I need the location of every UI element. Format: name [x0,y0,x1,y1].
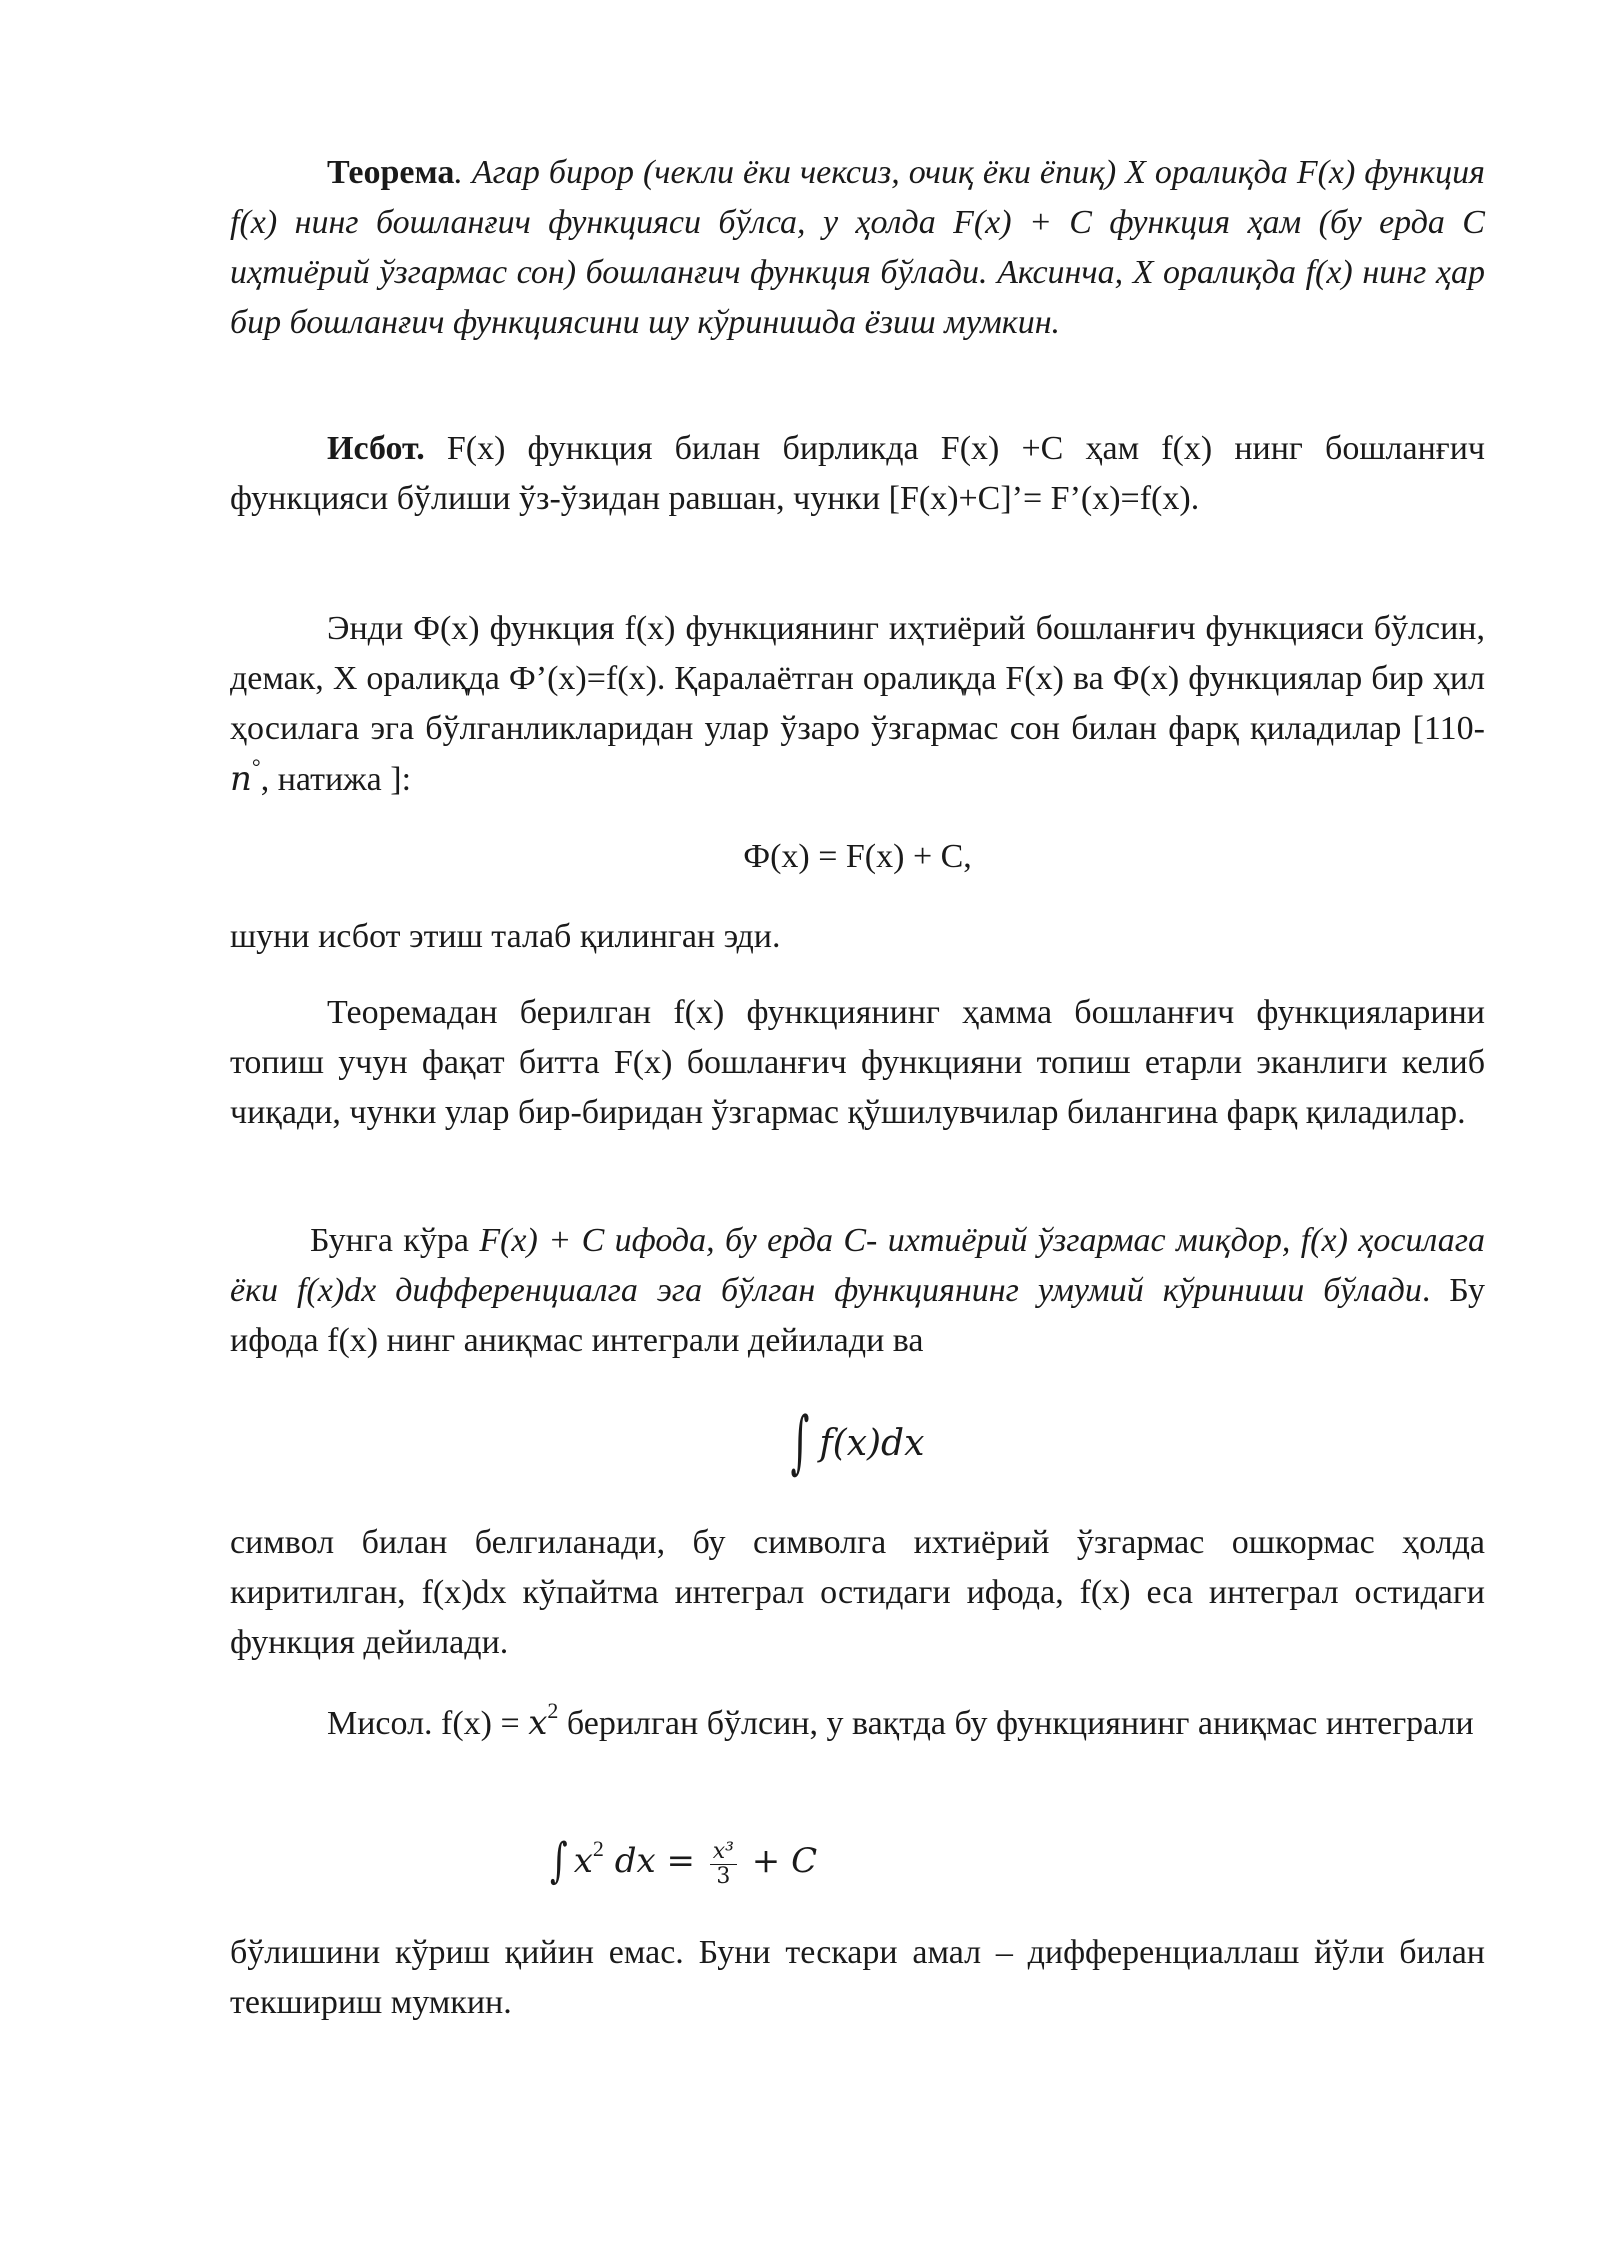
theorem-text: . Агар бирор (чекли ёки чексиз, очиқ ёки ёпиқ) X оралиқда F(x) функция f(x) нинг бошланғич функцияси бўлса, у ҳолда F(x) + C функция ҳам (бу ерда C иҳтиёрий ўзгармас сон) бошланғич функция бўлади. Аксинча, X оралиқда f(x) нинг ҳар бир бошланғич функциясини шу кўринишда ёзиш мумкин. [230,154,1486,341]
paragraph-6-lead: Бунга кўра [310,1222,480,1259]
reference-n: 𝑛 [230,759,252,799]
proof-paragraph [230,424,1485,524]
paragraph-8: бўлишини кўриш қийин емас. Буни тескари амал – дифференциаллаш йўли билан текшириш мумкин. [230,1934,1485,2021]
example-x: 𝑥 [528,1703,548,1743]
formula-phi: Ф(x) = F(x) + C, [743,838,972,875]
fraction-denominator: 3 [716,1863,731,1889]
formula-dx: 𝑑𝑥 = [603,1841,706,1881]
formula-exponent: 2 [592,1835,604,1861]
formula-example-integral [230,1833,1485,1889]
integral-symbol: ∫ [790,1404,810,1482]
example-tail: берилган бўлсин, у вақтда бу функциянинг аниқмас интеграли [558,1705,1474,1742]
theorem-label: Теорема [327,154,455,191]
paragraph-3-text: Энди Ф(x) функция f(x) функциянинг иҳтиёрий бошланғич функцияси бўлсин, демак, X оралиқда Ф’(x)=f(x). Қаралаётган оралиқда F(x) ва Ф(x) функциялар бир ҳил ҳосилага эга бўлганликларидан улар ўзаро ўзгармас сон билан фарқ қиладилар [110- [230,610,1485,747]
formula-constant: + 𝐶 [741,1841,818,1881]
integral-body: 𝑓(𝑥)𝑑𝑥 [819,1423,925,1464]
theorem-paragraph [230,148,1485,348]
paragraph-3 [230,604,1485,805]
paragraph-6 [230,1216,1485,1366]
paragraph-7: символ билан белгиланади, бу символга ихтиёрий ўзгармас ошкормас ҳолда киритилган, f(x)dx кўпайтма интеграл остидаги ифода, f(x) еса интеграл остидаги функция дейилади. [230,1524,1485,1661]
paragraph-6-tail: . Бу ифода f(x) нинг аниқмас интеграли дейилади ва [230,1272,1485,1359]
fraction-numerator: 𝑥³ [710,1840,737,1865]
paragraph-6-italic: F(x) + C ифода, бу ерда C- ихтиёрий ўзгармас миқдор, f(x) ҳосилага ёки f(x)dx дифференциалга эга бўлган функциянинг умумий кўриниши бўлади [230,1222,1485,1309]
paragraph-3-tail: , натижа ]: [260,761,412,798]
reference-degree: ° [251,753,261,779]
example-integral-symbol: ∫ [550,1833,568,1889]
example-lead: Мисол. f(x) = [327,1705,529,1742]
paragraph-5: Теоремадан берилган f(x) функциянинг ҳамма бошланғич функцияларини топиш учун фақат битта F(x) бошланғич функцияни топиш етарли эканлиги келиб чиқади, чунки улар бир-биридан ўзгармас қўшилувчилар билангина фарқ қиладилар. [230,994,1485,1131]
paragraph-4: шуни исбот этиш талаб қилинган эди. [230,918,781,955]
proof-label: Исбот. [327,430,425,467]
formula-fraction [710,1840,737,1889]
integral-display [230,1404,1485,1482]
example-paragraph [230,1698,1485,1749]
example-exponent: 2 [547,1697,559,1723]
proof-text: F(x) функция билан бирликда F(x) +C ҳам f(x) нинг бошланғич функцияси бўлиши ўз-ўзидан равшан, чунки [F(x)+C]’= F’(x)=f(x). [230,430,1485,517]
formula-x: 𝑥 [573,1841,593,1881]
